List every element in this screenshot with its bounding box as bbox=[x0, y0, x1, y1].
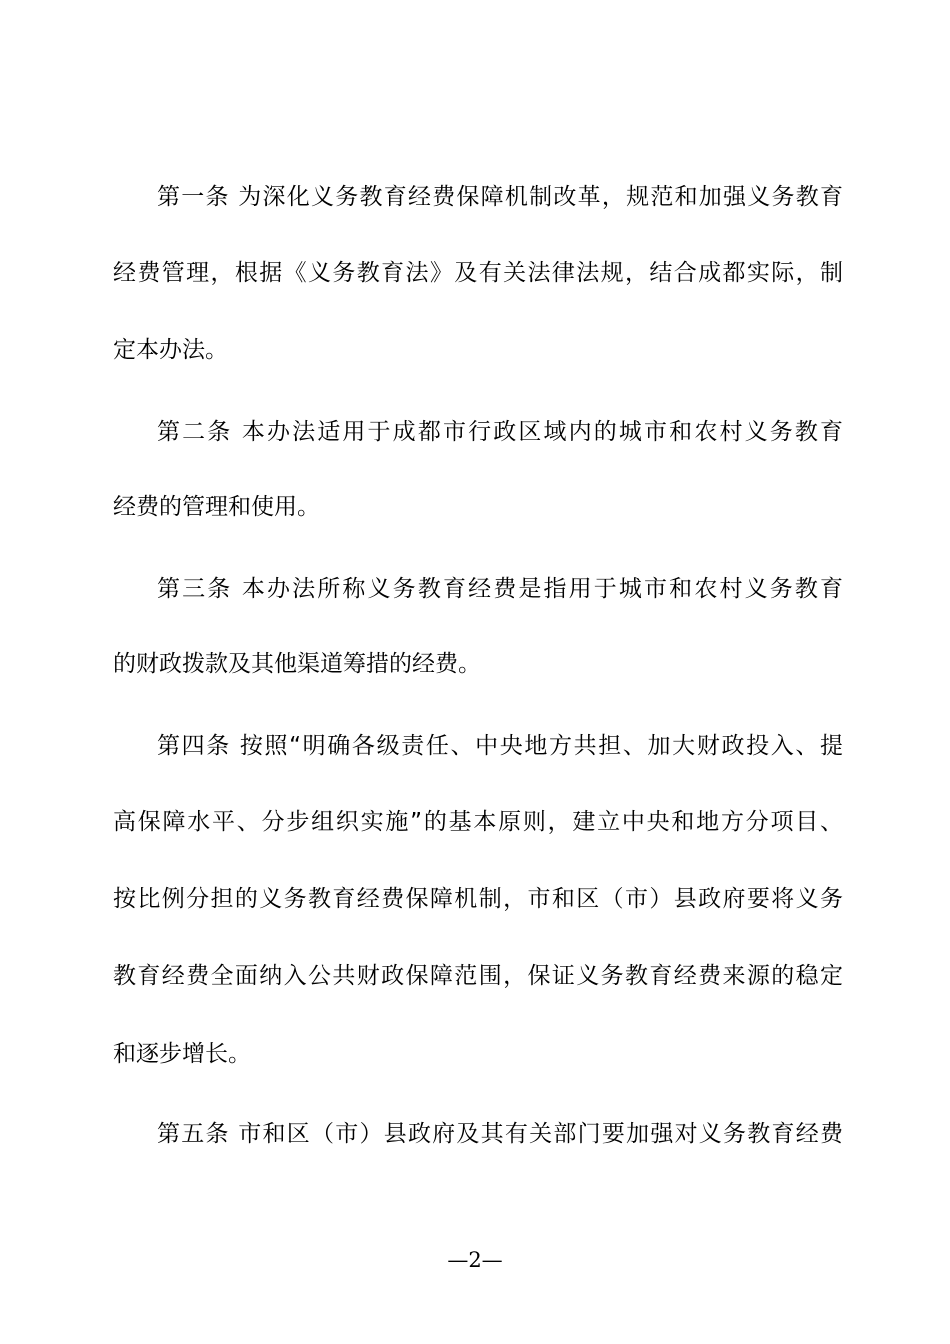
article-4-line-1: 第四条 按照“明确各级责任、中央地方共担、加大财政投入、提 bbox=[157, 733, 843, 759]
article-4-line-2: 高保障水平、分步组织实施”的基本原则，建立中央和地方分项目、 bbox=[113, 809, 843, 835]
article-1-line-3: 定本办法。 bbox=[113, 337, 228, 363]
article-3-line-1: 第三条 本办法所称义务教育经费是指用于城市和农村义务教育 bbox=[157, 576, 843, 602]
article-2-line-1: 第二条 本办法适用于成都市行政区域内的城市和农村义务教育 bbox=[157, 419, 843, 445]
article-3-line-2: 的财政拨款及其他渠道筹措的经费。 bbox=[113, 651, 481, 677]
article-2-line-2: 经费的管理和使用。 bbox=[113, 494, 320, 520]
article-4-line-3: 按比例分担的义务教育经费保障机制，市和区（市）县政府要将义务 bbox=[113, 886, 843, 912]
article-1-line-1: 第一条 为深化义务教育经费保障机制改革，规范和加强义务教育 bbox=[157, 184, 843, 210]
article-4-line-4: 教育经费全面纳入公共财政保障范围，保证义务教育经费来源的稳定 bbox=[113, 963, 843, 989]
article-1-line-2: 经费管理，根据《义务教育法》及有关法律法规，结合成都实际，制 bbox=[113, 260, 843, 286]
article-5-line-1: 第五条 市和区（市）县政府及其有关部门要加强对义务教育经费 bbox=[157, 1121, 843, 1147]
article-4-line-5: 和逐步增长。 bbox=[113, 1041, 251, 1067]
page-number: —2— bbox=[447, 1248, 503, 1272]
